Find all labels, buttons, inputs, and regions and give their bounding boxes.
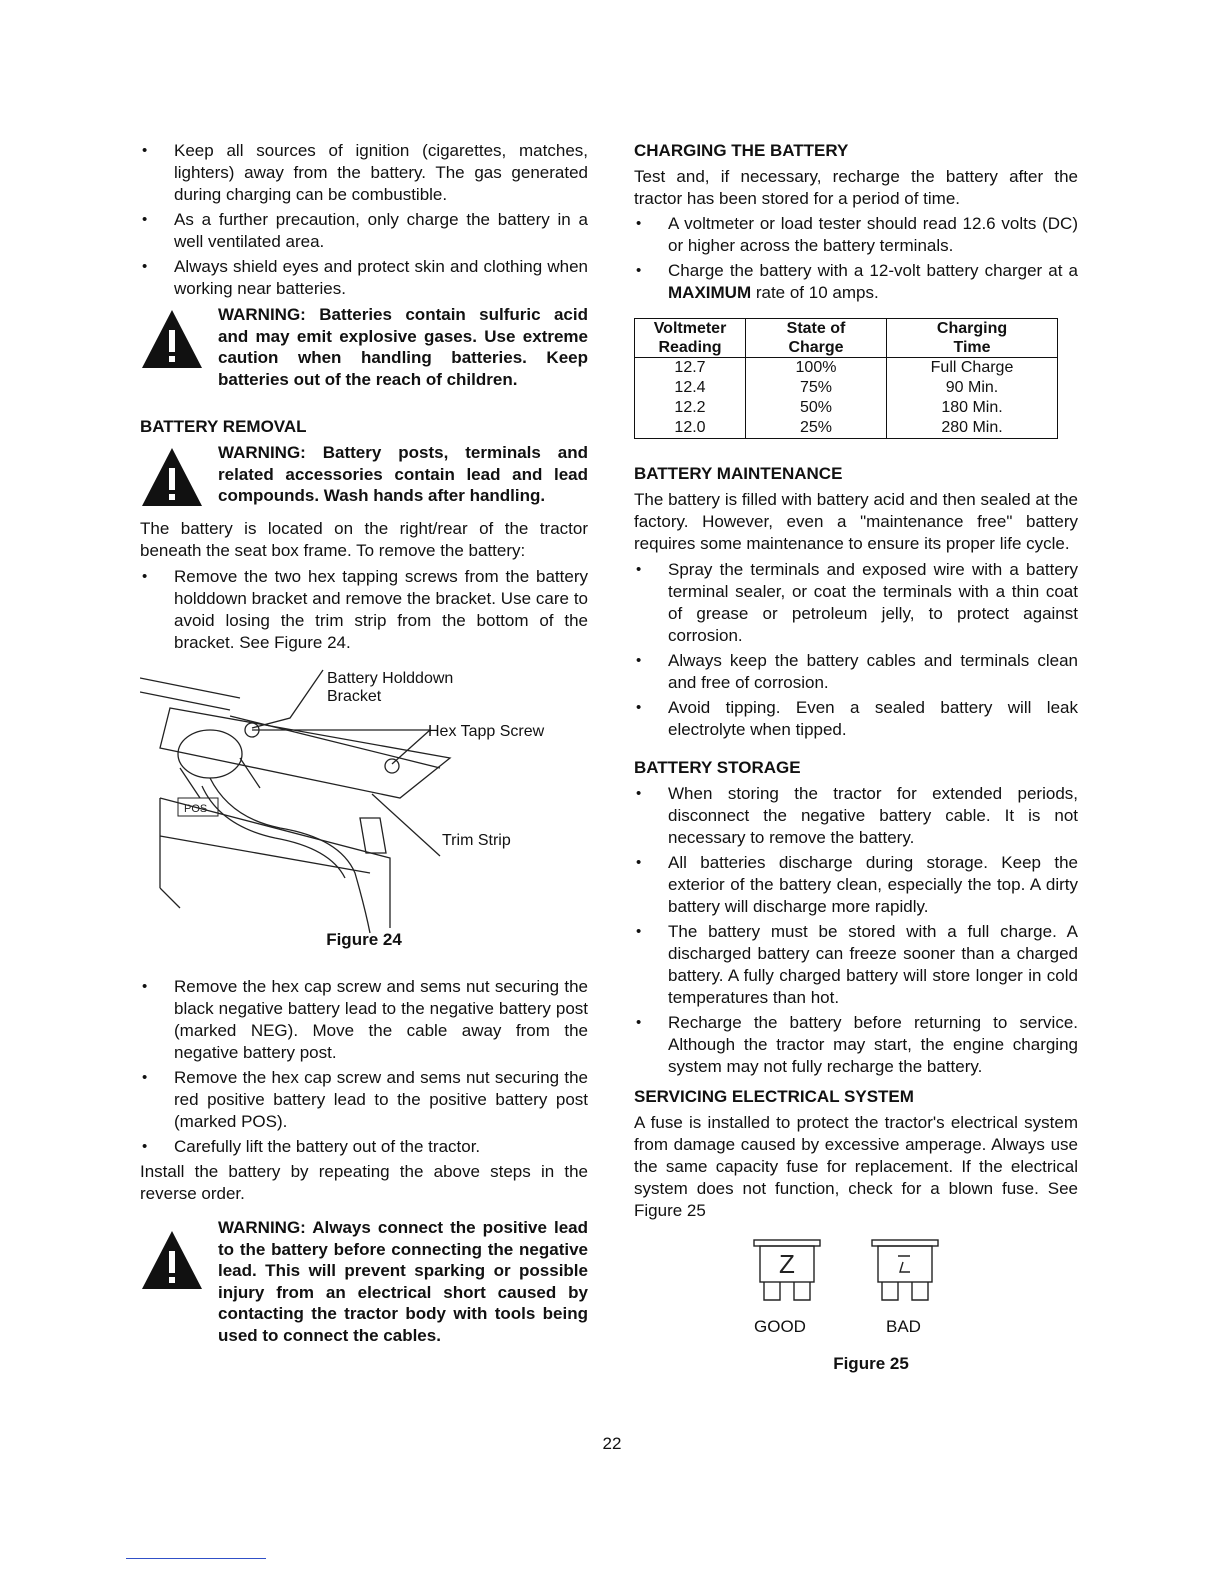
list-item: • All batteries discharge during storage. Keep the exterior of the battery clean, especially the top. A dirty battery will discharge more rapidly. [634,852,1078,918]
warning-triangle-icon [140,1229,204,1291]
charging-intro: Test and, if necessary, recharge the battery after the tractor has been stored for a period of time. [634,167,1078,208]
good-fuse-mark: Z [779,1249,795,1279]
list-item: • Always keep the battery cables and terminals clean and free of corrosion. [634,650,1078,694]
good-fuse-icon [752,1236,822,1306]
table-row [635,358,1058,379]
battery-removal-heading: BATTERY REMOVAL [140,417,307,436]
warning-text: WARNING: Battery posts, terminals and related accessories contain lead and lead compounds. Wash hands after handling. [218,443,588,505]
table-cell: 90 Min. [887,378,1058,398]
list-item: • Avoid tipping. Even a sealed battery will leak electrolyte when tipped. [634,697,1078,741]
electrical-heading: SERVICING ELECTRICAL SYSTEM [634,1087,914,1106]
charging-b2-pre: Charge the battery with a 12-volt battery charger at a [668,261,1078,280]
figure-24-caption: Figure 24 [326,930,402,949]
warning-triangle-icon [140,308,204,370]
figure-25-caption: Figure 25 [833,1354,909,1373]
table-header-row [635,319,1058,358]
electrical-text: A fuse is installed to protect the tractor's electrical system from damage caused by excessive amperage. Always use the same capacity fuse for replacement. If the electrical system does not function, check for a blown fuse. See Figure 25 [634,1113,1078,1220]
list-item: • Remove the hex cap screw and sems nut securing the black negative battery lead to the negative battery post (marked NEG). Move the cable away from the negative battery post. [140,976,588,1064]
list-item: • Recharge the battery before returning to service. Although the tractor may start, the engine charging system may not fully recharge the battery. [634,1012,1078,1078]
table-cell: Full Charge [887,358,1058,379]
table-cell: 12.2 [635,398,746,418]
blown-fuse-icon [870,1236,940,1306]
fuse-good [752,1236,822,1311]
table-cell: 25% [746,418,887,439]
removal-bullets-2 [140,976,588,1158]
charging-heading: CHARGING THE BATTERY [634,141,849,160]
charge-table [634,318,1058,439]
list-item: • The battery must be stored with a full charge. A discharged battery can freeze sooner than a charged battery. A fully charged battery will store longer in cold temperatures than hot. [634,921,1078,1009]
table-cell: 280 Min. [887,418,1058,439]
maintenance-heading: BATTERY MAINTENANCE [634,464,843,483]
charging-bullets [634,213,1078,304]
install-text: Install the battery by repeating the above steps in the reverse order. [140,1162,588,1203]
table-cell: 75% [746,378,887,398]
table-header-cell: Charging Time [887,319,1058,358]
figure-25 [634,1236,1078,1386]
list-item: • A voltmeter or load tester should read 12.6 volts (DC) or higher across the battery terminals. [634,213,1078,257]
table-header-cell: State of Charge [746,319,887,358]
table-cell: 12.7 [635,358,746,379]
left-column [140,140,588,1346]
warning-triangle-icon [140,446,204,508]
charging-b2-post: rate of 10 amps. [751,283,879,302]
label-battery-holddown: Battery Holddown [327,670,454,687]
list-item: • Remove the hex cap screw and sems nut securing the red positive battery lead to the positive battery post (marked POS). [140,1067,588,1133]
label-hex-tapp-screw: Hex Tapp Screw [428,723,545,740]
list-item: • Remove the two hex tapping screws from the battery holddown bracket and remove the bracket. Use care to avoid losing the trim strip from the bottom of the bracket. See Figure 24. [140,566,588,654]
footer-divider [126,1558,266,1559]
list-item: • Carefully lift the battery out of the tractor. [140,1136,588,1158]
pos-mark: POS [184,803,208,815]
good-label: GOOD [754,1317,806,1336]
table-row [635,378,1058,398]
label-trim-strip: Trim Strip [442,832,511,849]
warning-text: WARNING: Always connect the positive lead to the battery before connecting the negative lead. This will prevent sparking or possible injury from an electrical short caused by contacting the tractor body with tools being used to connect the cables. [218,1218,588,1345]
right-column [634,140,1078,1386]
removal-bullets-1 [140,566,588,654]
table-cell: 100% [746,358,887,379]
charging-b2-bold: MAXIMUM [668,283,752,302]
list-item: • When storing the tractor for extended periods, disconnect the negative battery cable. It is not necessary to remove the battery. [634,783,1078,849]
removal-intro: The battery is located on the right/rear of the tractor beneath the seat box frame. To remove the battery: [140,519,588,560]
bad-label: BAD [886,1317,921,1336]
warning-connect [140,1217,588,1346]
table-header-cell: Voltmeter Reading [635,319,746,358]
list-item: • Always shield eyes and protect skin and clothing when working near batteries. [140,256,588,300]
battery-bracket-illustration [140,668,588,936]
table-cell: 180 Min. [887,398,1058,418]
table-row [635,398,1058,418]
maintenance-intro: The battery is filled with battery acid and then sealed at the factory. However, even a "maintenance free" battery requires some maintenance to ensure its proper life cycle. [634,490,1078,553]
fuse-bad [870,1236,940,1311]
table-row [635,418,1058,439]
warning-lead [140,442,588,508]
storage-heading: BATTERY STORAGE [634,758,801,777]
ignition-bullets [140,140,588,300]
page-number: 22 [602,1434,622,1453]
table-cell: 12.0 [635,418,746,439]
list-item [634,260,1078,304]
list-item: • Keep all sources of ignition (cigarettes, matches, lighters) away from the battery. The gas generated during charging can be combustible. [140,140,588,206]
warning-text: WARNING: Batteries contain sulfuric acid and may emit explosive gases. Use extreme caution when handling batteries. Keep batteries out of the reach of children. [218,305,588,389]
figure-24 [140,668,588,968]
storage-bullets [634,783,1078,1078]
list-item: • As a further precaution, only charge the battery in a well ventilated area. [140,209,588,253]
list-item: • Spray the terminals and exposed wire with a battery terminal sealer, or coat the terminals with a thin coat of grease or petroleum jelly, to protect against corrosion. [634,559,1078,647]
table-cell: 12.4 [635,378,746,398]
maintenance-bullets [634,559,1078,741]
warning-acid [140,304,588,390]
table-cell: 50% [746,398,887,418]
label-bracket: Bracket [327,688,382,705]
